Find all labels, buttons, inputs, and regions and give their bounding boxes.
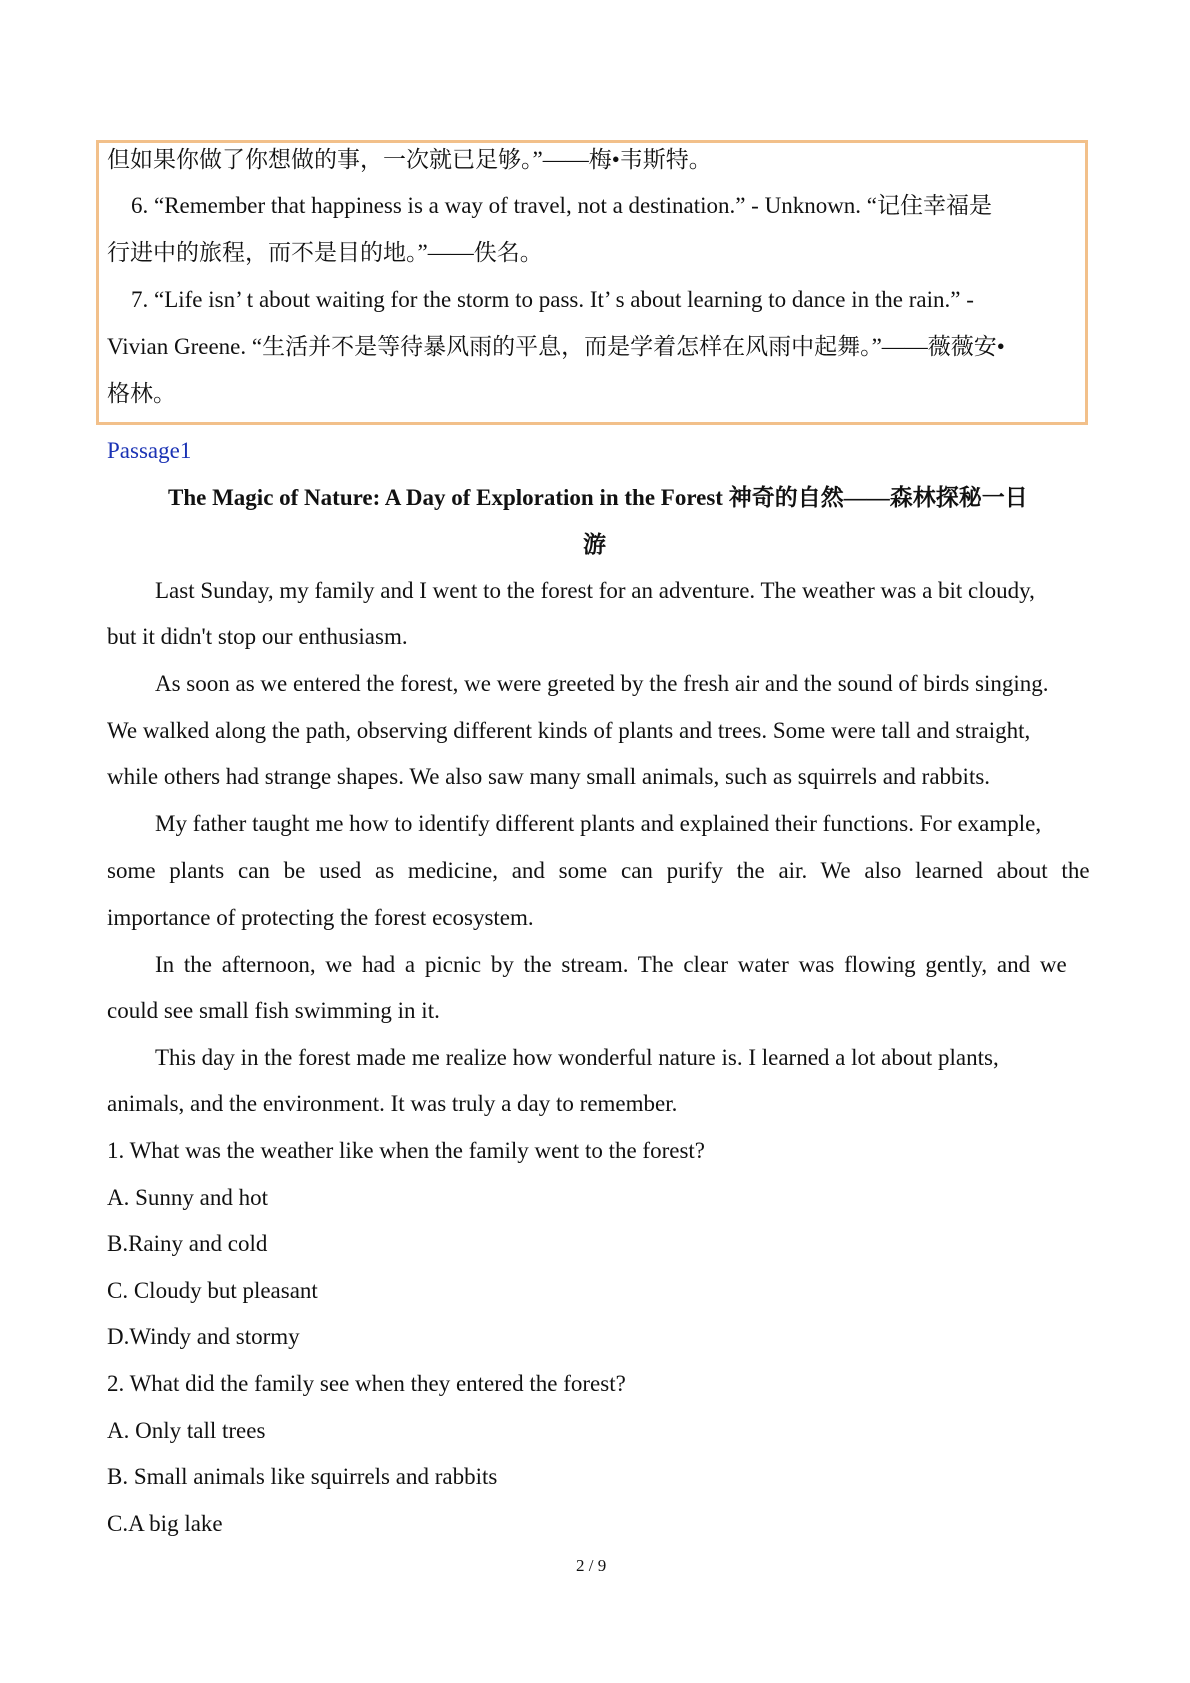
question-1-option-b: B.Rainy and cold — [107, 1231, 268, 1256]
paragraph-5-line-2: animals, and the environment. It was truly a day to remember. — [107, 1091, 678, 1116]
question-2-text: 2. What did the family see when they entered the forest? — [107, 1371, 626, 1396]
page-number: 2 / 9 — [576, 1556, 607, 1575]
quote-6-line-1: 6. “Remember that happiness is a way of travel, not a destination.” - Unknown. “记住幸福是 — [131, 193, 993, 218]
passage-title-line-2: 游 — [583, 532, 606, 557]
quote-7-line-1: 7. “Life isn’ t about waiting for the storm to pass. It’ s about learning to dance in the rain.” - — [131, 287, 974, 312]
question-2-option-b: B. Small animals like squirrels and rabbits — [107, 1464, 498, 1489]
paragraph-2-line-2: We walked along the path, observing different kinds of plants and trees. Some were tall and straight, — [107, 718, 1031, 743]
question-2-option-c: C.A big lake — [107, 1511, 223, 1536]
quote-line-top: 但如果你做了你想做的事，一次就已足够。”——梅•韦斯特。 — [107, 147, 712, 172]
question-2-option-a: A. Only tall trees — [107, 1418, 266, 1443]
paragraph-1-line-2: but it didn't stop our enthusiasm. — [107, 624, 408, 649]
passage-label: Passage1 — [107, 438, 192, 463]
quote-7-line-2: Vivian Greene. “生活并不是等待暴风雨的平息，而是学着怎样在风雨中起舞。”——薇薇安• — [107, 334, 1005, 359]
paragraph-4-line-1: In the afternoon, we had a picnic by the stream. The clear water was flowing gently, and we — [155, 952, 1067, 977]
quote-6-line-2: 行进中的旅程，而不是目的地。”——佚名。 — [107, 240, 543, 265]
question-1-option-a: A. Sunny and hot — [107, 1185, 268, 1210]
paragraph-1-line-1: Last Sunday, my family and I went to the forest for an adventure. The weather was a bit cloudy, — [155, 578, 1035, 603]
paragraph-3-line-3: importance of protecting the forest ecosystem. — [107, 905, 534, 930]
passage-title-line-1: The Magic of Nature: A Day of Exploration in the Forest 神奇的自然——森林探秘一日 — [168, 485, 1028, 510]
paragraph-4-line-2: could see small fish swimming in it. — [107, 998, 440, 1023]
quotes-box — [96, 140, 1088, 425]
paragraph-3-line-1: My father taught me how to identify different plants and explained their functions. For example, — [155, 811, 1042, 836]
paragraph-3-line-2: some plants can be used as medicine, and some can purify the air. We also learned about the — [107, 858, 1090, 883]
question-1-option-c: C. Cloudy but pleasant — [107, 1278, 318, 1303]
paragraph-2-line-1: As soon as we entered the forest, we were greeted by the fresh air and the sound of birds singing. — [155, 671, 1049, 696]
paragraph-5-line-1: This day in the forest made me realize how wonderful nature is. I learned a lot about plants, — [155, 1045, 999, 1070]
question-1-text: 1. What was the weather like when the family went to the forest? — [107, 1138, 706, 1163]
quote-7-line-3: 格林。 — [107, 381, 176, 406]
paragraph-2-line-3: while others had strange shapes. We also saw many small animals, such as squirrels and rabbits. — [107, 764, 991, 789]
question-1-option-d: D.Windy and stormy — [107, 1324, 300, 1349]
